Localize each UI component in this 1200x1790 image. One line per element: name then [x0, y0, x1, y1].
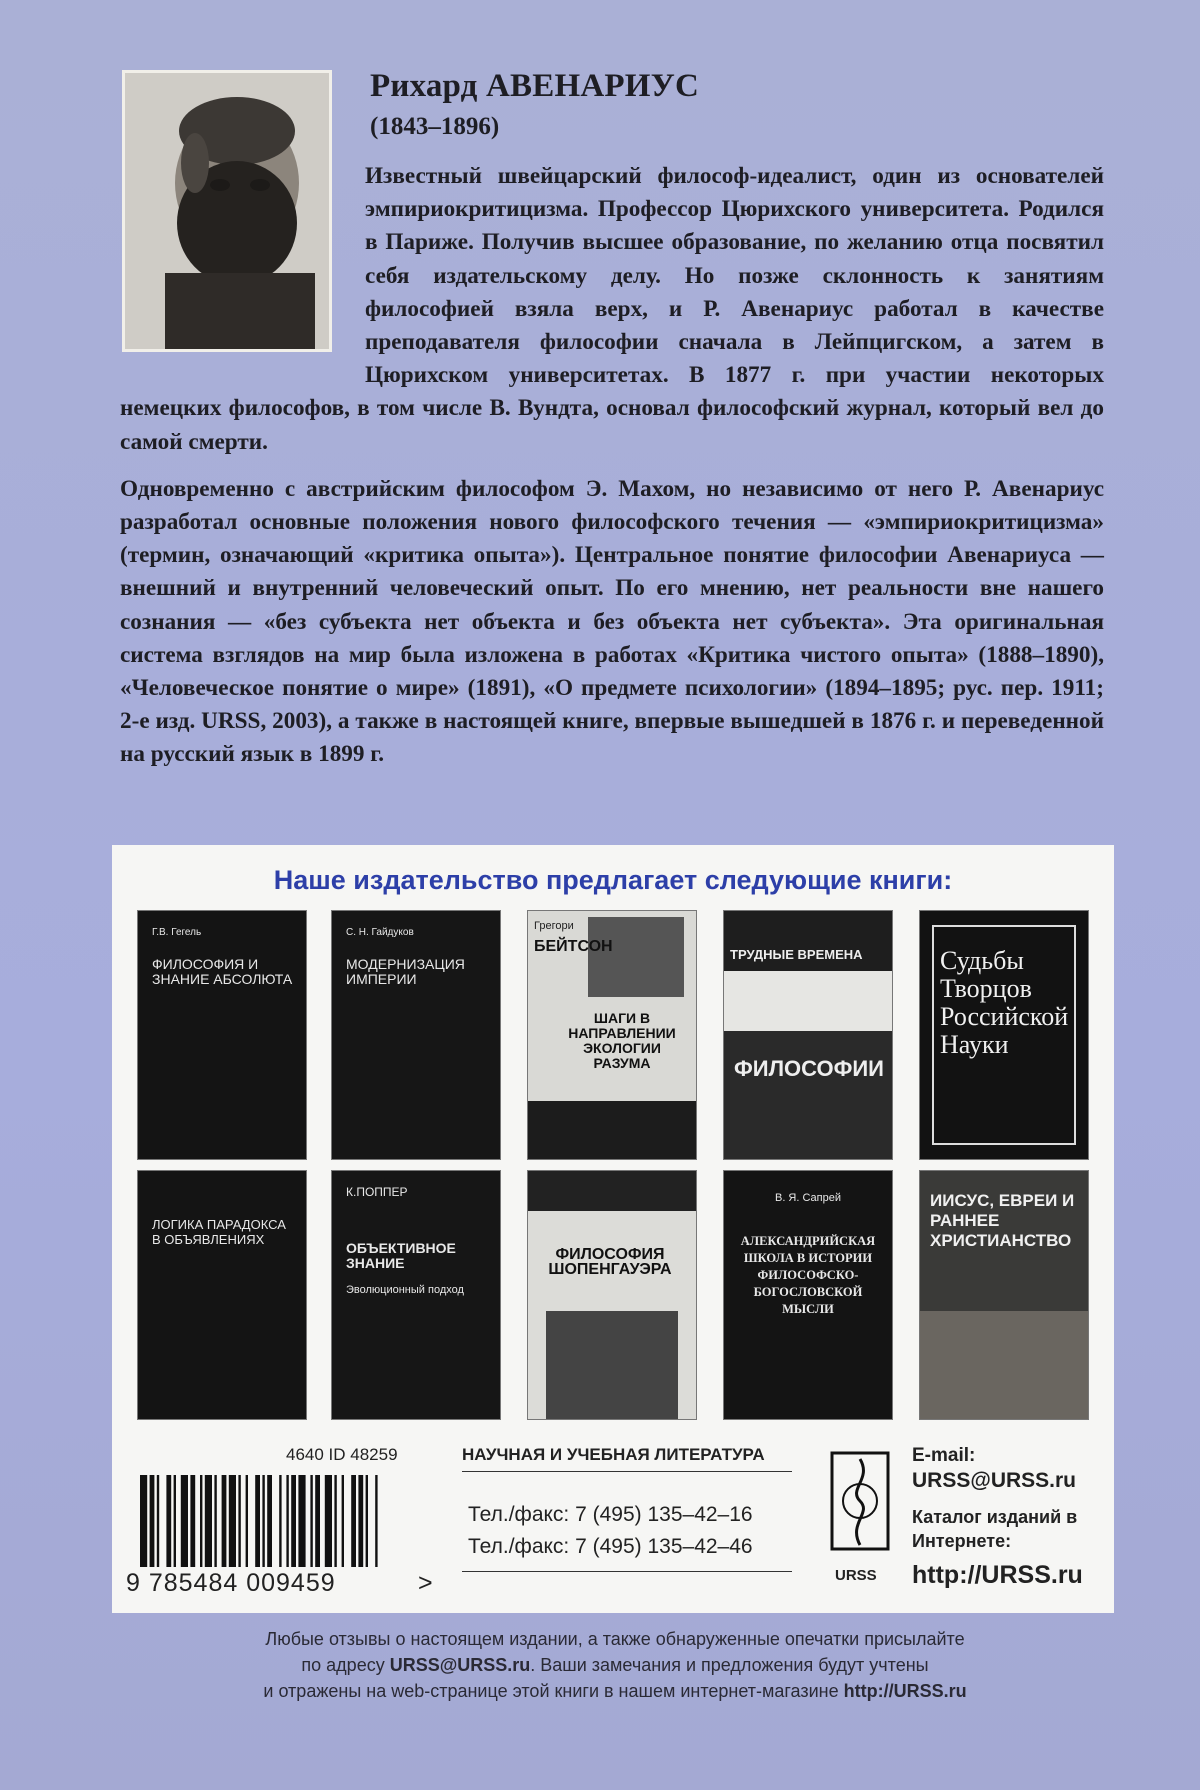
email-address[interactable]: URSS@URSS.ru — [912, 1469, 1077, 1492]
book-cover-5[interactable] — [920, 911, 1088, 1159]
isbn-digits: 9 785484 009459 — [126, 1569, 336, 1597]
bio-paragraph-1: Известный швейцарский философ-идеалист, один из основателей эмпириокритицизма. Профессор Цюрихского университета. Родился в Париже. Получив высшее образование, по желанию отца посвятил себя издательскому делу. Но позже склонность к занятиям философией взяла верх, и Р. Авенариус работал в качестве преподавателя философии сначала в Лейпцигском, а затем в Цюрихском университетах. В 1877 г. при участии некоторых немецких философов, в том числе В. Вундта, основал философский журнал, который вел до самой смерти. — [120, 163, 1104, 455]
publisher-offer-panel — [112, 845, 1114, 1613]
book-7-author: К.ПОППЕР — [346, 1185, 408, 1199]
catalog-label: Каталог изданий в Интернете: — [912, 1507, 1078, 1551]
feedback-line-2 — [150, 1652, 1080, 1678]
book-4-subtitle: ФИЛОСОФИИ — [734, 1056, 884, 1081]
urss-logo — [828, 1449, 892, 1559]
book-3-subtitle: ШАГИ В НАПРАВЛЕНИИ ЭКОЛОГИИ РАЗУМА — [568, 1010, 676, 1071]
book-cover-6[interactable] — [138, 1171, 306, 1419]
book-cover-2[interactable] — [332, 911, 500, 1159]
book-cover-4[interactable] — [724, 911, 892, 1159]
feedback-url[interactable]: http://URSS.ru — [843, 1681, 967, 1701]
feedback-email[interactable]: URSS@URSS.ru — [389, 1655, 531, 1675]
book-1-title: ФИЛОСОФИЯ И ЗНАНИЕ АБСОЛЮТА — [152, 956, 293, 987]
isbn-id: 4640 ID 48259 — [286, 1445, 398, 1464]
book-5-title: Судьбы Творцов Российской Науки — [940, 946, 1069, 1059]
book-cover-3[interactable] — [528, 911, 696, 1159]
book-cover-10[interactable] — [920, 1171, 1088, 1419]
feedback-line-3 — [150, 1678, 1080, 1704]
book-7-subtitle: Эволюционный подход — [346, 1284, 464, 1296]
author-name: Рихард АВЕНАРИУС — [370, 68, 700, 104]
phone-2: Тел./факс: 7 (495) 135–42–46 — [468, 1535, 753, 1558]
book-1-author: Г.В. Гегель — [152, 927, 202, 938]
author-biography — [120, 160, 1104, 786]
book-9-title: АЛЕКСАНДРИЙСКАЯ ШКОЛА В ИСТОРИИ ФИЛОСОФСКО-БОГОСЛОВСКОЙ МЫСЛИ — [740, 1234, 876, 1316]
book-cover-8[interactable] — [528, 1171, 696, 1419]
author-years: (1843–1896) — [370, 113, 500, 140]
feedback-note — [150, 1626, 1080, 1704]
offer-title: Наше издательство предлагает следующие книги: — [273, 865, 953, 895]
book-2-title: МОДЕРНИЗАЦИЯ ИМПЕРИИ — [346, 956, 465, 987]
book-6-title: ЛОГИКА ПАРАДОКСА В ОБЪЯВЛЕНИЯХ — [152, 1217, 286, 1247]
book-3-title: БЕЙТСОН — [534, 938, 613, 955]
book-10-title: ИИСУС, ЕВРЕИ И РАННЕЕ ХРИСТИАНСТВО — [930, 1191, 1075, 1250]
barcode — [140, 1475, 430, 1567]
feedback-line-1: Любые отзывы о настоящем издании, а также обнаруженные опечатки присылайте — [265, 1629, 965, 1649]
book-9-author: В. Я. Сапрей — [774, 1192, 842, 1204]
book-cover-1[interactable] — [138, 911, 306, 1159]
bio-paragraph-2: Одновременно с австрийским философом Э. Махом, но независимо от него Р. Авенариус разработал основные положения нового философского течения — «эмпириокритицизма» (термин, означающий «критика опыта»). Центральное понятие философии Авенариуса — внешний и внутренний человеческий опыт. По его мнению, нет реальности вне нашего сознания — «без субъекта нет объекта и без объекта нет субъекта». Эта оригинальная система взглядов на мир была изложена в работах «Критика чистого опыта» (1888–1890), «Человеческое понятие о мире» (1891), «О предмете психологии» (1894–1895; рус. пер. 1911; 2-е изд. URSS, 2003), а также в настоящей книге, впервые вышедшей в 1876 г. и переведенной на русский язык в 1899 г. — [120, 475, 1104, 768]
book-cover-9[interactable] — [724, 1171, 892, 1419]
feedback-line-2-prefix: по адресу — [301, 1655, 390, 1675]
email-label: E-mail: — [912, 1445, 976, 1466]
phone-1: Тел./факс: 7 (495) 135–42–16 — [468, 1503, 753, 1526]
book-4-title: ТРУДНЫЕ ВРЕМЕНА — [730, 947, 863, 962]
publisher-tagline: НАУЧНАЯ И УЧЕБНАЯ ЛИТЕРАТУРА — [462, 1445, 765, 1464]
book-3-author: Грегори — [534, 920, 574, 932]
book-2-author: С. Н. Гайдуков — [346, 927, 414, 938]
feedback-line-3-prefix: и отражены на web-странице этой книги в нашем интернет-магазине — [263, 1681, 844, 1701]
website-link[interactable]: http://URSS.ru — [912, 1561, 1083, 1589]
isbn-arrow: > — [418, 1569, 433, 1597]
book-cover-7[interactable] — [332, 1171, 500, 1419]
urss-logo-text: URSS — [835, 1567, 877, 1584]
feedback-line-2-suffix: . Ваши замечания и предложения будут учтены — [530, 1655, 929, 1675]
book-7-title: ОБЪЕКТИВНОЕ ЗНАНИЕ — [346, 1240, 456, 1271]
book-8-title: ФИЛОСОФИЯ ШОПЕНГАУЭРА — [548, 1246, 672, 1278]
barcode-bars — [140, 1475, 430, 1567]
